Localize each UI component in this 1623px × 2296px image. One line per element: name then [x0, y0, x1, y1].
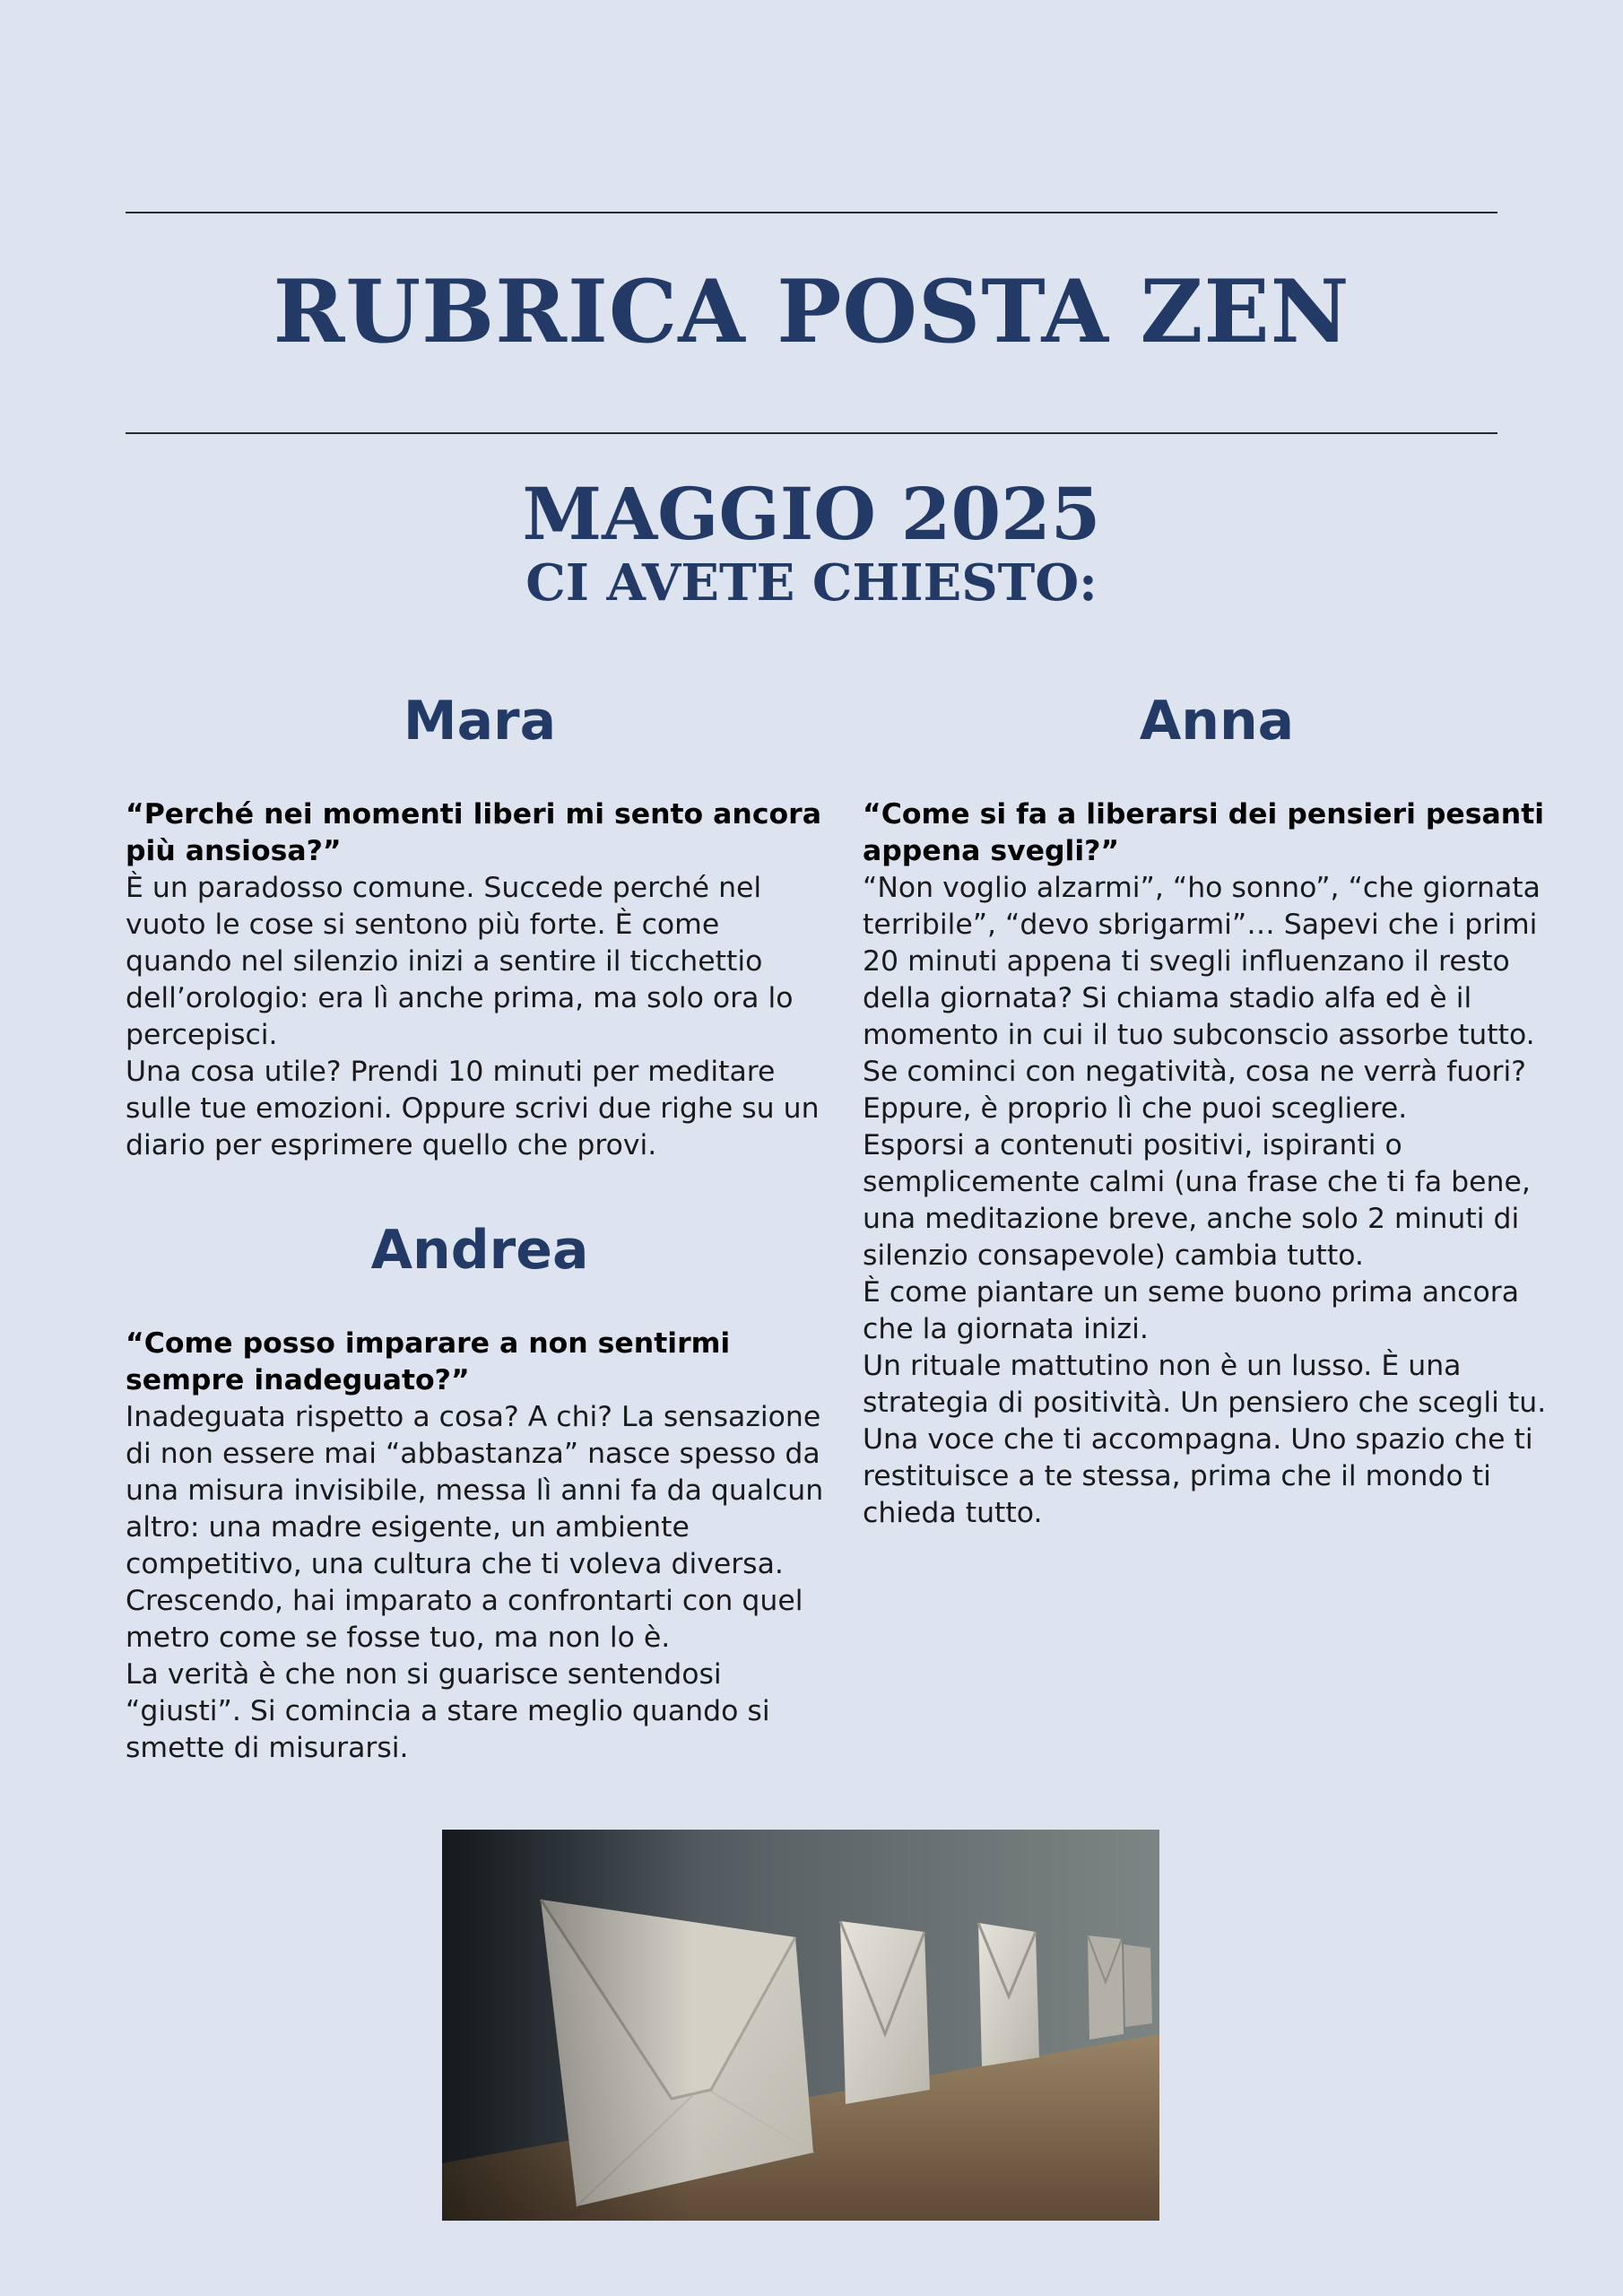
letter-mara — [126, 683, 834, 1164]
letter-anna — [863, 683, 1571, 1532]
title-divider — [126, 432, 1497, 434]
answer-paragraph: Un rituale mattutino non è un lusso. È una strategia di positività. Un pensiero che scegli tu. Una voce che ti accompagna. Uno spazio che ti restituisce a te stessa, prima che il mondo ti chieda tutto. — [863, 1350, 1547, 1529]
letter-answer — [863, 870, 1571, 1532]
answer-paragraph: Una cosa utile? Prendi 10 minuti per meditare sulle tue emozioni. Oppure scrivi due righe su un diario per esprimere quello che provi. — [126, 1056, 820, 1161]
top-divider — [126, 212, 1497, 213]
answer-paragraph: Esporsi a contenuti positivi, ispiranti o semplicemente calmi (una frase che ti fa bene, una meditazione breve, anche solo 2 minuti di silenzio consapevole) cambia tutto. — [863, 1129, 1531, 1272]
right-column — [863, 683, 1571, 1532]
letter-name: Andrea — [370, 1219, 589, 1282]
answer-paragraph: È come piantare un seme buono prima ancora che la giornata inizi. — [863, 1276, 1520, 1345]
answer-paragraph: La verità è che non si guarisce sentendosi “giusti”. Si comincia a stare meglio quando si smette di misurarsi. — [126, 1658, 770, 1764]
letter-answer — [126, 870, 834, 1164]
letter-name: Anna — [1139, 690, 1295, 752]
envelopes-photo — [442, 1830, 1159, 2221]
issue-date: MAGGIO 2025 — [522, 472, 1101, 556]
letter-question: “Perché nei momenti liberi mi sento ancora più ansiosa?” — [126, 798, 821, 867]
left-column — [126, 683, 834, 1767]
answer-paragraph: “Non voglio alzarmi”, “ho sonno”, “che giornata terribile”, “devo sbrigarmi”… Sapevi che i primi 20 minuti appena ti svegli influenzano il resto della giornata? Si chiama stadio alfa ed è il momento in cui il tuo subconscio assorbe tutto. Se cominci con negatività, cosa ne verrà fuori? Eppure, è proprio lì che puoi scegliere. — [863, 872, 1541, 1125]
letter-andrea — [126, 1213, 834, 1767]
letter-answer — [126, 1399, 834, 1767]
answer-paragraph: Inadeguata rispetto a cosa? A chi? La sensazione di non essere mai “abbastanza” nasce spesso da una misura invisibile, messa lì anni fa da qualcun altro: una madre esigente, un ambiente competitivo, una cultura che ti voleva diversa. Crescendo, hai imparato a confrontarti con quel metro come se fosse tuo, ma non lo è. — [126, 1401, 824, 1654]
letter-question: “Come posso imparare a non sentirmi sempre inadeguato?” — [126, 1327, 731, 1396]
letter-question: “Come si fa a liberarsi dei pensieri pesanti appena svegli?” — [863, 798, 1545, 867]
page-title: RUBRICA POSTA ZEN — [273, 261, 1350, 362]
issue-heading: CI AVETE CHIESTO: — [525, 553, 1098, 613]
issue-header — [0, 474, 1623, 612]
letter-name: Mara — [403, 690, 557, 752]
answer-paragraph: È un paradosso comune. Succede perché nel vuoto le cose si sentono più forte. È come quando nel silenzio inizi a sentire il ticchettio dell’orologio: era lì anche prima, ma solo ora lo percepisci. — [126, 872, 794, 1051]
